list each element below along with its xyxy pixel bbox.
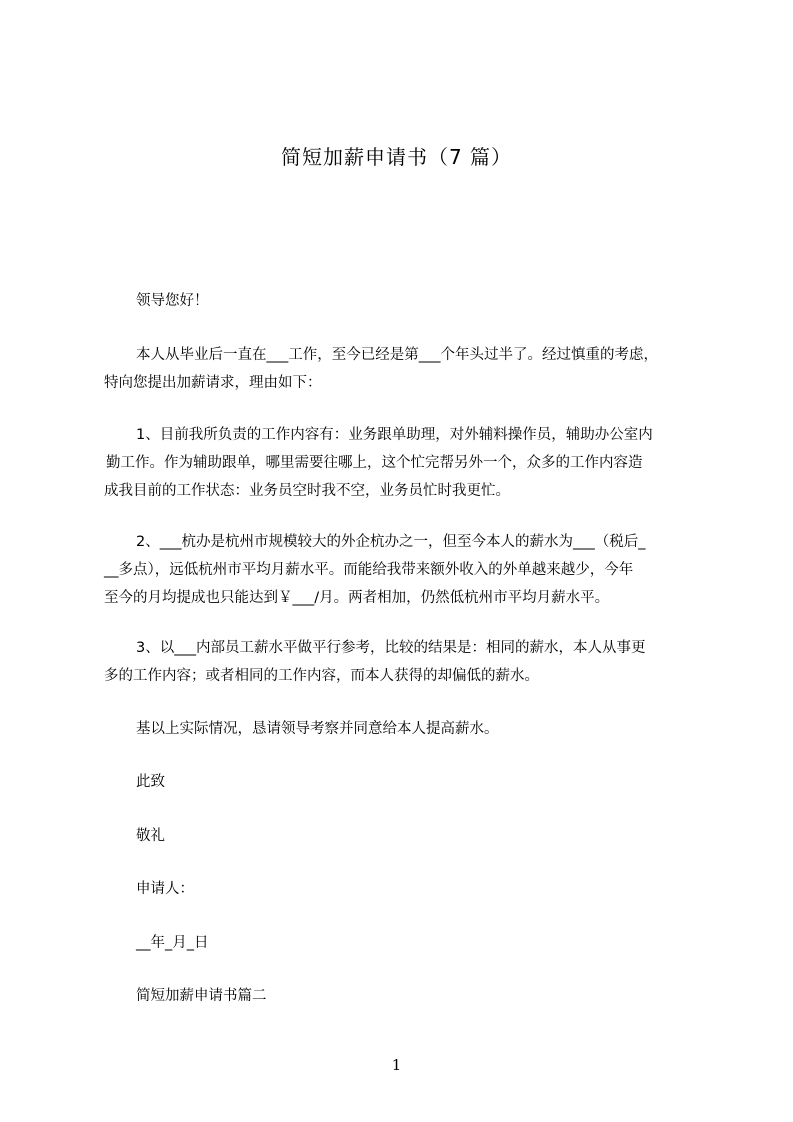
- reason-1-line-2: 勤工作。作为辅助跟单，哪里需要往哪上，这个忙完帮另外一个，众多的工作内容造: [106, 455, 643, 471]
- reason-1-line-1: 1、目前我所负责的工作内容有：业务跟单助理，对外辅料操作员，辅助办公室内: [136, 427, 653, 443]
- request-paragraph: 基以上实际情况，恳请领导考察并同意给本人提高薪水。: [136, 721, 499, 737]
- closing-cizhi: 此致: [136, 774, 165, 790]
- reason-3-line-1: 3、以___内部员工薪水平做平行参考，比较的结果是：相同的薪水，本人从事更: [136, 640, 646, 656]
- page-number: 1: [391, 1056, 402, 1074]
- greeting: 领导您好！: [136, 293, 209, 309]
- intro-line-1: 本人从毕业后一直在___工作，至今已经是第___个年头过半了。经过慎重的考虑，: [136, 347, 658, 363]
- reason-2-paragraph: [104, 528, 720, 612]
- intro-line-2: 特向您提出加薪请求，理由如下：: [104, 375, 322, 391]
- reason-2-line-3: 至今的月均提成也只能达到￥___/月。两者相加，仍然低杭州市平均月薪水平。: [104, 590, 610, 606]
- next-section-heading: 简短加薪申请书篇二: [136, 988, 267, 1004]
- applicant-label: 申请人：: [136, 881, 194, 897]
- date-line: __年_月_日: [136, 935, 209, 951]
- reason-2-line-2: __多点），远低杭州市平均月薪水平。而能给我带来额外收入的外单越来越少，今年: [104, 562, 634, 578]
- reason-3-paragraph: [104, 634, 720, 690]
- closing-jingli: 敬礼: [136, 828, 165, 844]
- reason-1-paragraph: [104, 421, 720, 505]
- reason-2-line-1: 2、___杭办是杭州市规模较大的外企杭办之一，但至今本人的薪水为___（税后_: [136, 534, 646, 550]
- document-title: 简短加薪申请书（7 篇）: [280, 145, 513, 169]
- reason-1-line-3: 成我目前的工作状态：业务员空时我不空，业务员忙时我更忙。: [104, 483, 510, 499]
- intro-paragraph: [104, 341, 720, 397]
- reason-3-line-2: 多的工作内容；或者相同的工作内容，而本人获得的却偏低的薪水。: [104, 668, 539, 684]
